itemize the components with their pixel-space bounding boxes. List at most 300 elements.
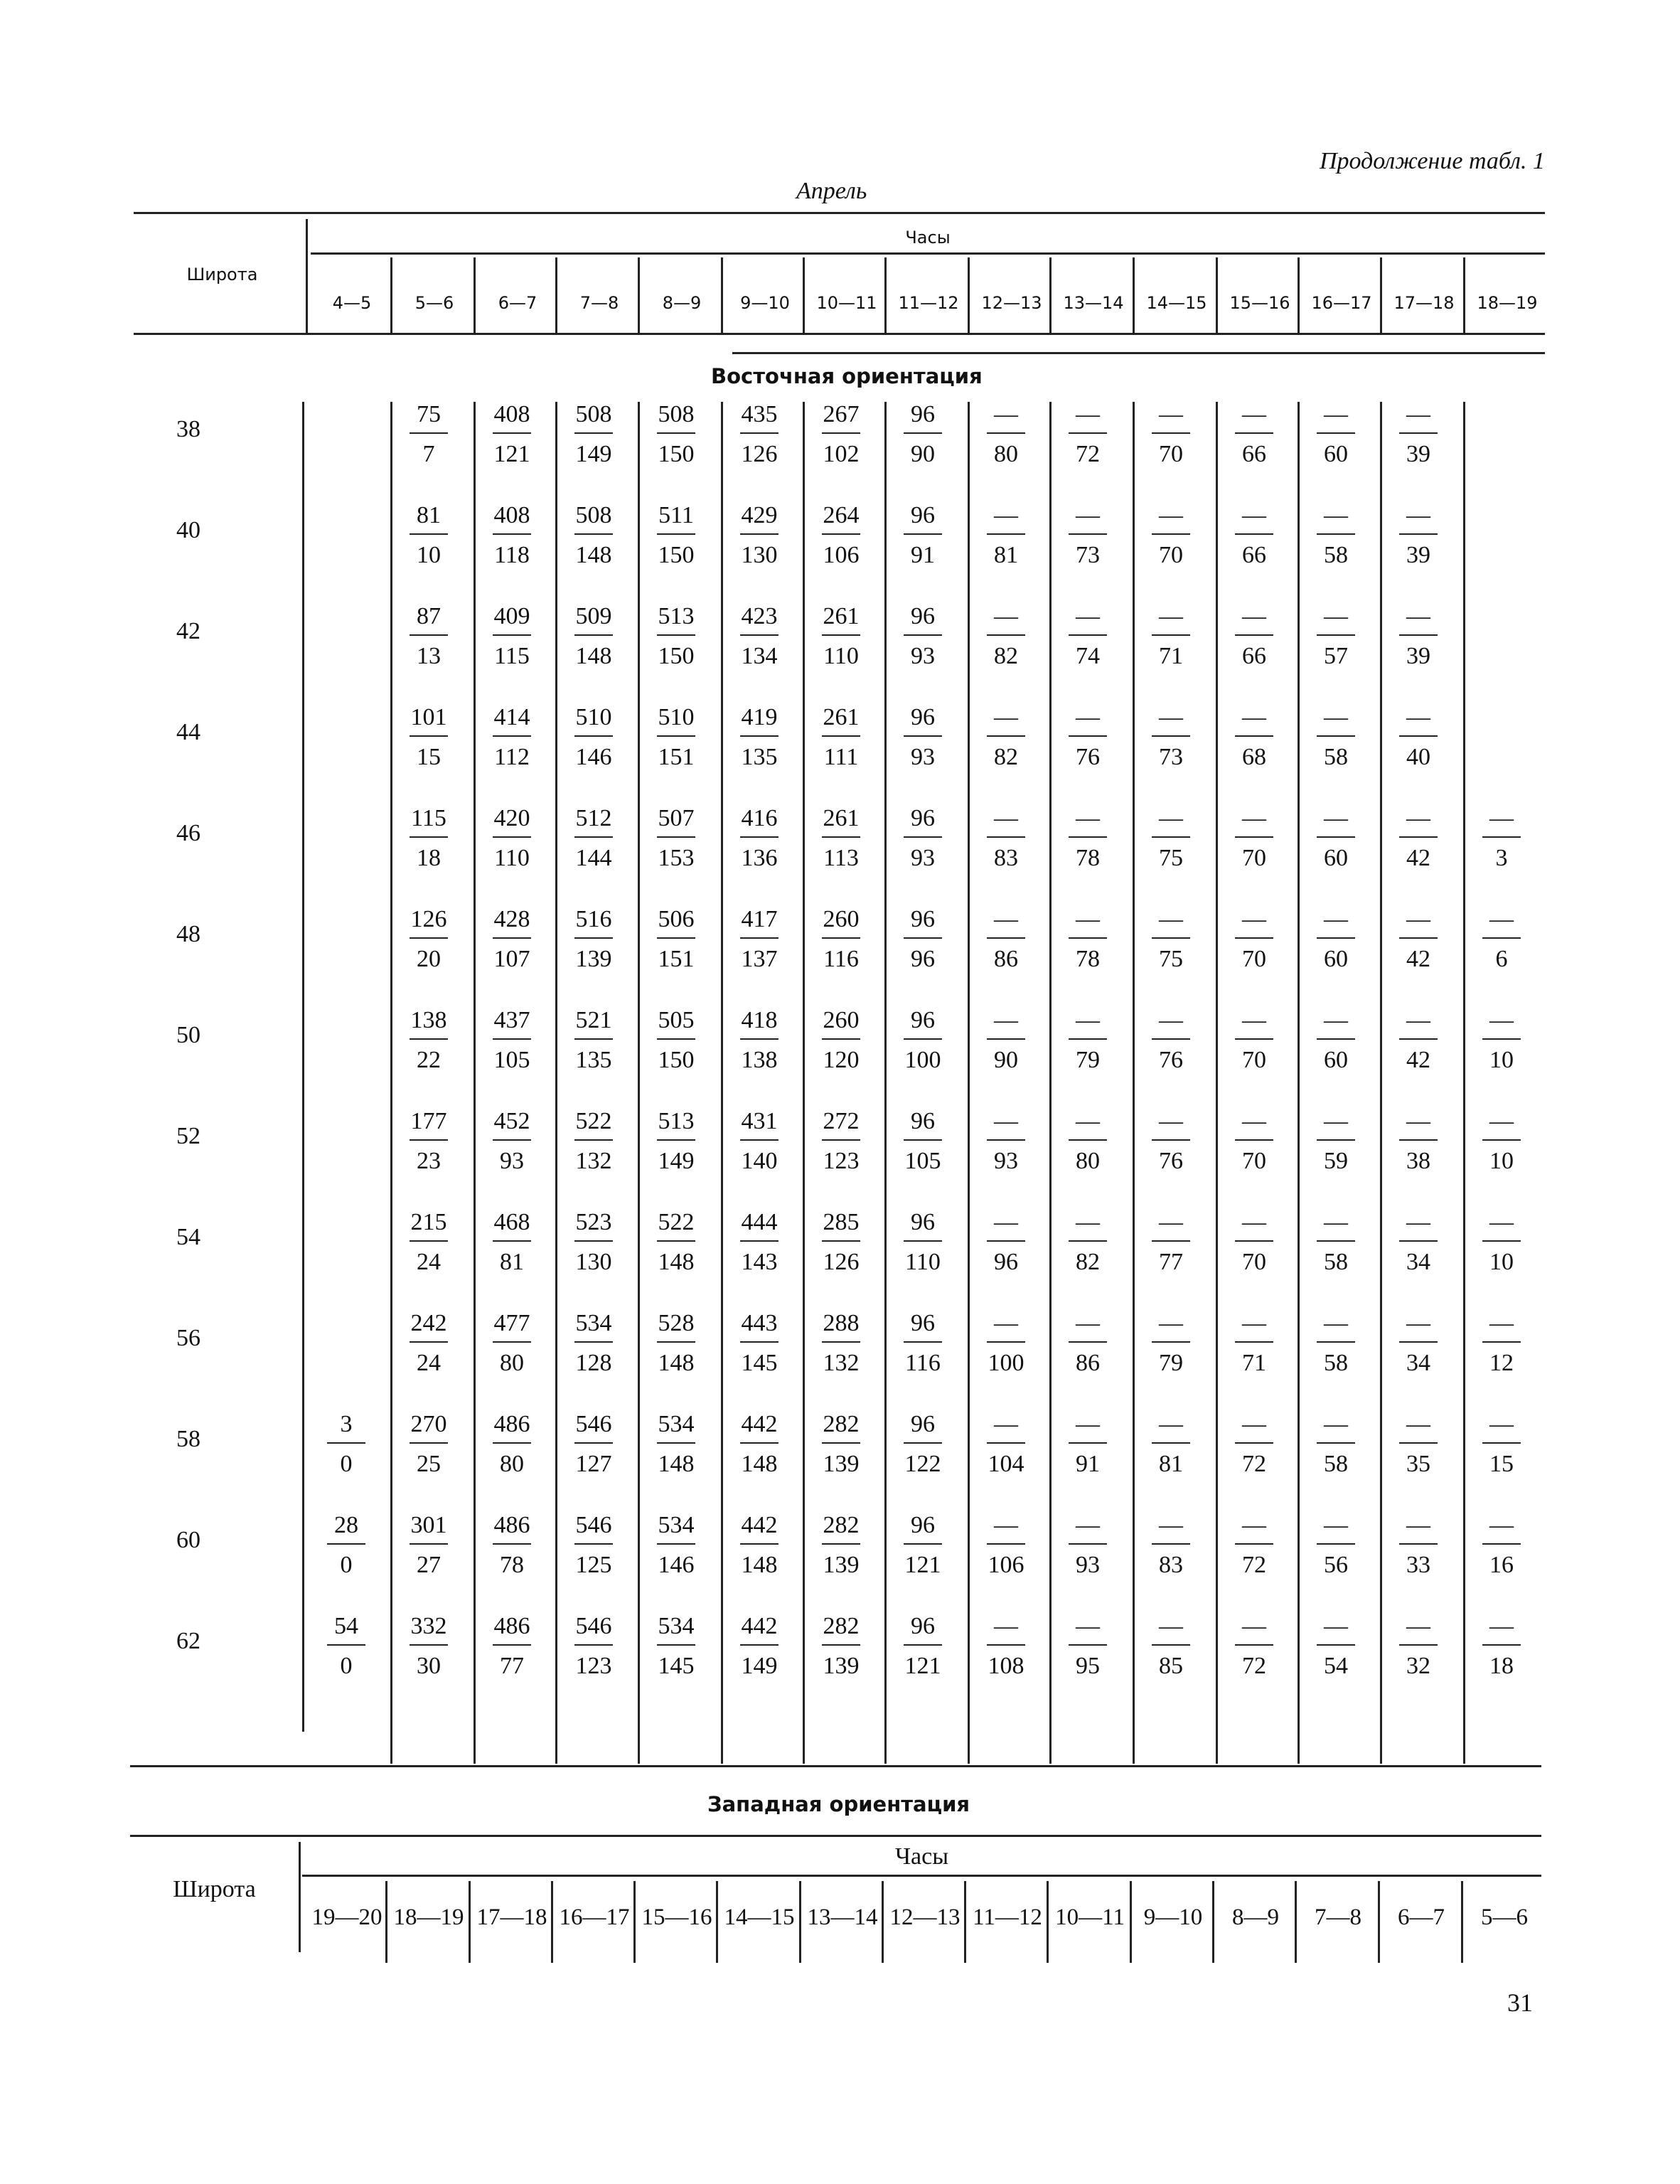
fraction-cell bbox=[727, 403, 791, 468]
fraction-cell bbox=[727, 907, 791, 973]
west-hour-column-header: 15—16 bbox=[641, 1905, 712, 1930]
fraction-cell bbox=[1139, 504, 1203, 569]
fraction-numerator: 513 bbox=[658, 1108, 695, 1134]
fraction-numerator: — bbox=[1159, 1411, 1183, 1437]
fraction-cell bbox=[480, 705, 544, 771]
west-hour-column-header: 11—12 bbox=[973, 1905, 1042, 1930]
hour-column-divider-body bbox=[1133, 402, 1135, 1764]
fraction-bar bbox=[987, 1038, 1025, 1040]
fraction-bar bbox=[1399, 1341, 1438, 1343]
fraction-cell bbox=[809, 403, 873, 468]
west-hour-column-header: 18—19 bbox=[393, 1905, 464, 1930]
fraction-bar bbox=[657, 432, 695, 434]
fraction-cell bbox=[1304, 403, 1368, 468]
fraction-numerator: — bbox=[1242, 704, 1266, 730]
fraction-denominator: 57 bbox=[1324, 643, 1348, 669]
fraction-cell bbox=[891, 1210, 955, 1276]
fraction-numerator: — bbox=[1076, 1310, 1100, 1336]
fraction-bar bbox=[1317, 836, 1355, 838]
fraction-bar bbox=[493, 735, 531, 737]
fraction-numerator: 96 bbox=[911, 502, 935, 528]
fraction-numerator: 96 bbox=[911, 805, 935, 831]
fraction-denominator: 136 bbox=[741, 845, 778, 871]
fraction-denominator: 18 bbox=[417, 845, 441, 871]
fraction-numerator: 534 bbox=[658, 1411, 695, 1437]
fraction-cell bbox=[397, 1614, 461, 1680]
fraction-bar bbox=[493, 1644, 531, 1646]
fraction-cell bbox=[1304, 1412, 1368, 1478]
lat-column-divider-body bbox=[302, 402, 304, 1732]
fraction-numerator: — bbox=[1076, 1007, 1100, 1033]
fraction-numerator: 414 bbox=[493, 704, 530, 730]
fraction-numerator: 96 bbox=[911, 603, 935, 629]
fraction-bar bbox=[987, 1442, 1025, 1444]
fraction-cell bbox=[562, 1513, 626, 1579]
fraction-bar bbox=[1069, 1038, 1107, 1040]
fraction-cell bbox=[891, 1614, 955, 1680]
fraction-numerator: — bbox=[1406, 1310, 1430, 1336]
fraction-cell bbox=[1304, 907, 1368, 973]
fraction-bar bbox=[1235, 836, 1273, 838]
fraction-numerator: 101 bbox=[410, 704, 447, 730]
fraction-numerator: 505 bbox=[658, 1007, 695, 1033]
fraction-numerator: — bbox=[1242, 906, 1266, 932]
fraction-cell bbox=[809, 1614, 873, 1680]
fraction-denominator: 82 bbox=[1076, 1249, 1100, 1275]
fraction-denominator: 70 bbox=[1242, 845, 1266, 871]
lat-column-divider bbox=[306, 219, 308, 333]
fraction-denominator: 139 bbox=[823, 1451, 860, 1477]
fraction-numerator: — bbox=[1324, 1411, 1348, 1437]
fraction-numerator: — bbox=[994, 1512, 1018, 1538]
fraction-denominator: 54 bbox=[1324, 1653, 1348, 1679]
fraction-bar bbox=[1482, 1543, 1521, 1545]
fraction-numerator: 419 bbox=[741, 704, 778, 730]
west-hour-column-header: 5—6 bbox=[1481, 1905, 1528, 1930]
fraction-denominator: 144 bbox=[575, 845, 612, 871]
fraction-numerator: 96 bbox=[911, 401, 935, 427]
fraction-cell bbox=[1139, 1614, 1203, 1680]
fraction-cell bbox=[809, 1311, 873, 1377]
fraction-denominator: 149 bbox=[741, 1653, 778, 1679]
fraction-bar bbox=[1399, 1644, 1438, 1646]
fraction-bar bbox=[740, 1139, 779, 1141]
fraction-cell bbox=[644, 1614, 708, 1680]
fraction-cell bbox=[562, 705, 626, 771]
fraction-numerator: — bbox=[1324, 603, 1348, 629]
fraction-bar bbox=[987, 1240, 1025, 1242]
latitude-value: 46 bbox=[176, 820, 200, 846]
fraction-cell bbox=[644, 907, 708, 973]
fraction-numerator: — bbox=[1159, 401, 1183, 427]
fraction-bar bbox=[657, 836, 695, 838]
fraction-cell bbox=[891, 806, 955, 872]
fraction-denominator: 60 bbox=[1324, 441, 1348, 467]
fraction-bar bbox=[1235, 533, 1273, 535]
fraction-numerator: — bbox=[1242, 502, 1266, 528]
fraction-bar bbox=[1399, 836, 1438, 838]
fraction-numerator: 261 bbox=[823, 603, 860, 629]
fraction-numerator: — bbox=[1324, 1512, 1348, 1538]
fraction-numerator: — bbox=[1489, 1209, 1514, 1235]
fraction-numerator: — bbox=[1076, 805, 1100, 831]
fraction-bar bbox=[740, 533, 779, 535]
fraction-numerator: 417 bbox=[741, 906, 778, 932]
fraction-cell bbox=[1304, 1109, 1368, 1175]
hour-column-header: 16—17 bbox=[1311, 293, 1372, 313]
fraction-bar bbox=[657, 1341, 695, 1343]
fraction-numerator: — bbox=[1324, 1108, 1348, 1134]
fraction-denominator: 60 bbox=[1324, 1047, 1348, 1073]
fraction-bar bbox=[493, 836, 531, 838]
fraction-numerator: 486 bbox=[493, 1512, 530, 1538]
fraction-denominator: 15 bbox=[417, 744, 441, 770]
fraction-bar bbox=[1482, 1341, 1521, 1343]
hour-column-divider-body bbox=[1463, 402, 1465, 1764]
fraction-bar bbox=[1235, 1038, 1273, 1040]
fraction-cell bbox=[480, 907, 544, 973]
fraction-denominator: 93 bbox=[911, 845, 935, 871]
fraction-denominator: 40 bbox=[1406, 744, 1430, 770]
fraction-bar bbox=[1152, 1341, 1190, 1343]
fraction-denominator: 34 bbox=[1406, 1350, 1430, 1376]
fraction-denominator: 145 bbox=[658, 1653, 695, 1679]
west-hour-column-header: 16—17 bbox=[559, 1905, 630, 1930]
fraction-numerator: — bbox=[1242, 401, 1266, 427]
fraction-numerator: — bbox=[1076, 1512, 1100, 1538]
latitude-value: 48 bbox=[176, 921, 200, 947]
fraction-cell bbox=[1304, 705, 1368, 771]
fraction-denominator: 125 bbox=[575, 1552, 612, 1578]
fraction-numerator: 468 bbox=[493, 1209, 530, 1235]
fraction-denominator: 116 bbox=[823, 946, 859, 972]
fraction-numerator: 285 bbox=[823, 1209, 860, 1235]
fraction-numerator: — bbox=[1159, 1108, 1183, 1134]
fraction-numerator: — bbox=[994, 1613, 1018, 1639]
fraction-bar bbox=[574, 836, 613, 838]
hour-column-divider-body bbox=[1380, 402, 1382, 1764]
fraction-bar bbox=[1317, 634, 1355, 636]
west-hour-column-header: 14—15 bbox=[724, 1905, 795, 1930]
fraction-bar bbox=[410, 937, 448, 939]
fraction-cell bbox=[1304, 1513, 1368, 1579]
fraction-bar bbox=[1317, 1139, 1355, 1141]
fraction-bar bbox=[740, 1644, 779, 1646]
fraction-cell bbox=[1470, 806, 1534, 872]
fraction-numerator: 96 bbox=[911, 1209, 935, 1235]
fraction-numerator: — bbox=[1242, 1411, 1266, 1437]
fraction-bar bbox=[1069, 1442, 1107, 1444]
fraction-cell bbox=[397, 705, 461, 771]
fraction-cell bbox=[1222, 1109, 1286, 1175]
fraction-cell bbox=[1386, 1311, 1450, 1377]
fraction-bar bbox=[1235, 1240, 1273, 1242]
fraction-numerator: 534 bbox=[658, 1512, 695, 1538]
fraction-cell bbox=[1222, 604, 1286, 670]
hour-column-divider-body bbox=[638, 402, 640, 1764]
fraction-denominator: 134 bbox=[741, 643, 778, 669]
fraction-denominator: 130 bbox=[575, 1249, 612, 1275]
fraction-bar bbox=[1152, 432, 1190, 434]
fraction-denominator: 75 bbox=[1159, 845, 1183, 871]
hour-column-header: 10—11 bbox=[816, 293, 877, 313]
fraction-bar bbox=[574, 1240, 613, 1242]
fraction-numerator: — bbox=[1242, 1007, 1266, 1033]
fraction-bar bbox=[987, 735, 1025, 737]
fraction-denominator: 3 bbox=[1495, 845, 1508, 871]
fraction-numerator: 75 bbox=[417, 401, 441, 427]
fraction-numerator: 510 bbox=[658, 704, 695, 730]
fraction-cell bbox=[1304, 1008, 1368, 1074]
fraction-bar bbox=[904, 634, 942, 636]
fraction-cell bbox=[809, 604, 873, 670]
hour-column-header: 4—5 bbox=[332, 293, 372, 313]
fraction-bar bbox=[822, 937, 860, 939]
fraction-denominator: 113 bbox=[823, 845, 859, 871]
fraction-bar bbox=[904, 937, 942, 939]
fraction-denominator: 83 bbox=[994, 845, 1018, 871]
fraction-bar bbox=[1069, 1240, 1107, 1242]
fraction-bar bbox=[1482, 836, 1521, 838]
fraction-cell bbox=[480, 1109, 544, 1175]
fraction-cell bbox=[1470, 1513, 1534, 1579]
fraction-cell bbox=[480, 403, 544, 468]
fraction-denominator: 70 bbox=[1159, 441, 1183, 467]
fraction-denominator: 70 bbox=[1242, 1047, 1266, 1073]
table-bottom-rule bbox=[130, 1765, 1541, 1767]
fraction-bar bbox=[1069, 432, 1107, 434]
fraction-bar bbox=[1235, 1543, 1273, 1545]
fraction-cell bbox=[562, 604, 626, 670]
fraction-numerator: — bbox=[994, 502, 1018, 528]
fraction-cell bbox=[1056, 403, 1120, 468]
fraction-bar bbox=[1482, 1139, 1521, 1141]
fraction-denominator: 24 bbox=[417, 1249, 441, 1275]
fraction-bar bbox=[987, 432, 1025, 434]
hour-column-header: 6—7 bbox=[498, 293, 537, 313]
fraction-denominator: 7 bbox=[422, 441, 435, 467]
fraction-denominator: 10 bbox=[1489, 1047, 1514, 1073]
fraction-cell bbox=[1139, 403, 1203, 468]
fraction-cell bbox=[974, 403, 1038, 468]
fraction-cell bbox=[974, 907, 1038, 973]
fraction-cell bbox=[480, 1513, 544, 1579]
fraction-denominator: 76 bbox=[1159, 1148, 1183, 1174]
fraction-cell bbox=[644, 1210, 708, 1276]
fraction-numerator: — bbox=[1242, 1108, 1266, 1134]
fraction-denominator: 16 bbox=[1489, 1552, 1514, 1578]
fraction-bar bbox=[987, 1543, 1025, 1545]
fraction-denominator: 106 bbox=[988, 1552, 1024, 1578]
fraction-denominator: 38 bbox=[1406, 1148, 1430, 1174]
fraction-denominator: 71 bbox=[1159, 643, 1183, 669]
fraction-denominator: 120 bbox=[823, 1047, 860, 1073]
fraction-bar bbox=[1399, 1038, 1438, 1040]
fraction-bar bbox=[1482, 1442, 1521, 1444]
fraction-denominator: 126 bbox=[823, 1249, 860, 1275]
fraction-denominator: 80 bbox=[994, 441, 1018, 467]
fraction-cell bbox=[562, 403, 626, 468]
west-hour-column-header: 8—9 bbox=[1232, 1905, 1279, 1930]
fraction-cell bbox=[314, 1513, 378, 1579]
fraction-cell bbox=[1139, 1513, 1203, 1579]
fraction-numerator: — bbox=[1242, 1613, 1266, 1639]
fraction-numerator: — bbox=[1076, 704, 1100, 730]
fraction-numerator: 81 bbox=[417, 502, 441, 528]
month-caption: Апрель bbox=[796, 178, 867, 204]
fraction-numerator: 437 bbox=[493, 1007, 530, 1033]
fraction-bar bbox=[987, 1341, 1025, 1343]
fraction-cell bbox=[974, 604, 1038, 670]
fraction-numerator: 96 bbox=[911, 704, 935, 730]
fraction-denominator: 148 bbox=[658, 1350, 695, 1376]
fraction-cell bbox=[1222, 1008, 1286, 1074]
west-hour-column-header: 6—7 bbox=[1398, 1905, 1445, 1930]
fraction-bar bbox=[410, 735, 448, 737]
fraction-denominator: 80 bbox=[500, 1451, 524, 1477]
fraction-bar bbox=[904, 533, 942, 535]
fraction-denominator: 149 bbox=[658, 1148, 695, 1174]
fraction-cell bbox=[1386, 1513, 1450, 1579]
west-hours-header: Часы bbox=[894, 1843, 949, 1870]
fraction-cell bbox=[397, 907, 461, 973]
fraction-bar bbox=[1235, 432, 1273, 434]
fraction-cell bbox=[1222, 504, 1286, 569]
fraction-cell bbox=[1056, 1210, 1120, 1276]
fraction-denominator: 86 bbox=[1076, 1350, 1100, 1376]
hour-column-divider-body bbox=[473, 402, 476, 1764]
fraction-cell bbox=[1056, 1614, 1120, 1680]
hour-column-divider-body bbox=[1216, 402, 1218, 1764]
fraction-denominator: 56 bbox=[1324, 1552, 1348, 1578]
fraction-numerator: 534 bbox=[575, 1310, 612, 1336]
fraction-numerator: — bbox=[1406, 401, 1430, 427]
fraction-denominator: 93 bbox=[500, 1148, 524, 1174]
fraction-bar bbox=[410, 1543, 448, 1545]
fraction-bar bbox=[410, 1644, 448, 1646]
fraction-numerator: 513 bbox=[658, 603, 695, 629]
fraction-cell bbox=[727, 1614, 791, 1680]
fraction-cell bbox=[891, 1008, 955, 1074]
fraction-bar bbox=[1152, 533, 1190, 535]
fraction-numerator: — bbox=[994, 704, 1018, 730]
fraction-denominator: 34 bbox=[1406, 1249, 1430, 1275]
fraction-denominator: 58 bbox=[1324, 1350, 1348, 1376]
fraction-cell bbox=[1386, 1614, 1450, 1680]
fraction-cell bbox=[1470, 907, 1534, 973]
fraction-numerator: — bbox=[1406, 805, 1430, 831]
fraction-denominator: 72 bbox=[1242, 1451, 1266, 1477]
fraction-numerator: 477 bbox=[493, 1310, 530, 1336]
fraction-cell bbox=[727, 1008, 791, 1074]
fraction-cell bbox=[644, 1513, 708, 1579]
fraction-cell bbox=[974, 1311, 1038, 1377]
fraction-denominator: 72 bbox=[1076, 441, 1100, 467]
fraction-numerator: — bbox=[1489, 1007, 1514, 1033]
fraction-denominator: 145 bbox=[741, 1350, 778, 1376]
fraction-numerator: 516 bbox=[575, 906, 612, 932]
fraction-denominator: 96 bbox=[994, 1249, 1018, 1275]
fraction-cell bbox=[1139, 1311, 1203, 1377]
fraction-cell bbox=[562, 806, 626, 872]
fraction-numerator: 115 bbox=[411, 805, 446, 831]
fraction-denominator: 0 bbox=[340, 1653, 353, 1679]
fraction-cell bbox=[891, 403, 955, 468]
fraction-bar bbox=[1152, 1644, 1190, 1646]
fraction-numerator: — bbox=[1324, 1007, 1348, 1033]
fraction-bar bbox=[1069, 937, 1107, 939]
fraction-denominator: 93 bbox=[911, 744, 935, 770]
fraction-bar bbox=[1235, 1442, 1273, 1444]
fraction-cell bbox=[1056, 1008, 1120, 1074]
fraction-denominator: 121 bbox=[904, 1653, 941, 1679]
fraction-denominator: 132 bbox=[823, 1350, 860, 1376]
fraction-cell bbox=[1386, 1109, 1450, 1175]
fraction-cell bbox=[562, 1412, 626, 1478]
fraction-cell bbox=[1470, 1109, 1534, 1175]
fraction-numerator: — bbox=[1324, 1613, 1348, 1639]
fraction-cell bbox=[1056, 806, 1120, 872]
fraction-cell bbox=[480, 1008, 544, 1074]
fraction-bar bbox=[493, 937, 531, 939]
fraction-denominator: 81 bbox=[1159, 1451, 1183, 1477]
fraction-denominator: 78 bbox=[500, 1552, 524, 1578]
fraction-denominator: 77 bbox=[500, 1653, 524, 1679]
fraction-denominator: 22 bbox=[417, 1047, 441, 1073]
fraction-cell bbox=[1222, 1311, 1286, 1377]
fraction-denominator: 150 bbox=[658, 1047, 695, 1073]
fraction-bar bbox=[657, 1442, 695, 1444]
fraction-numerator: 509 bbox=[575, 603, 612, 629]
fraction-denominator: 77 bbox=[1159, 1249, 1183, 1275]
fraction-cell bbox=[727, 604, 791, 670]
fraction-cell bbox=[891, 907, 955, 973]
fraction-bar bbox=[657, 533, 695, 535]
fraction-cell bbox=[1139, 806, 1203, 872]
fraction-bar bbox=[493, 432, 531, 434]
fraction-numerator: — bbox=[1406, 1108, 1430, 1134]
fraction-cell bbox=[480, 1210, 544, 1276]
fraction-numerator: 506 bbox=[658, 906, 695, 932]
fraction-bar bbox=[1317, 1644, 1355, 1646]
fraction-denominator: 118 bbox=[494, 542, 530, 568]
fraction-numerator: 96 bbox=[911, 906, 935, 932]
fraction-cell bbox=[1222, 806, 1286, 872]
fraction-bar bbox=[493, 533, 531, 535]
fraction-bar bbox=[1482, 937, 1521, 939]
fraction-bar bbox=[822, 735, 860, 737]
fraction-cell bbox=[1139, 604, 1203, 670]
hour-column-divider-body bbox=[555, 402, 557, 1764]
fraction-denominator: 126 bbox=[741, 441, 778, 467]
hour-column-divider-body bbox=[884, 402, 887, 1764]
fraction-cell bbox=[1222, 1210, 1286, 1276]
fraction-cell bbox=[397, 1008, 461, 1074]
fraction-cell bbox=[1056, 1513, 1120, 1579]
fraction-cell bbox=[562, 1614, 626, 1680]
fraction-denominator: 20 bbox=[417, 946, 441, 972]
fraction-denominator: 108 bbox=[988, 1653, 1024, 1679]
fraction-bar bbox=[740, 1240, 779, 1242]
fraction-numerator: 507 bbox=[658, 805, 695, 831]
fraction-cell bbox=[809, 907, 873, 973]
fraction-denominator: 42 bbox=[1406, 946, 1430, 972]
fraction-numerator: 301 bbox=[410, 1512, 447, 1538]
fraction-denominator: 73 bbox=[1159, 744, 1183, 770]
fraction-cell bbox=[1139, 1008, 1203, 1074]
fraction-denominator: 91 bbox=[911, 542, 935, 568]
fraction-bar bbox=[493, 634, 531, 636]
